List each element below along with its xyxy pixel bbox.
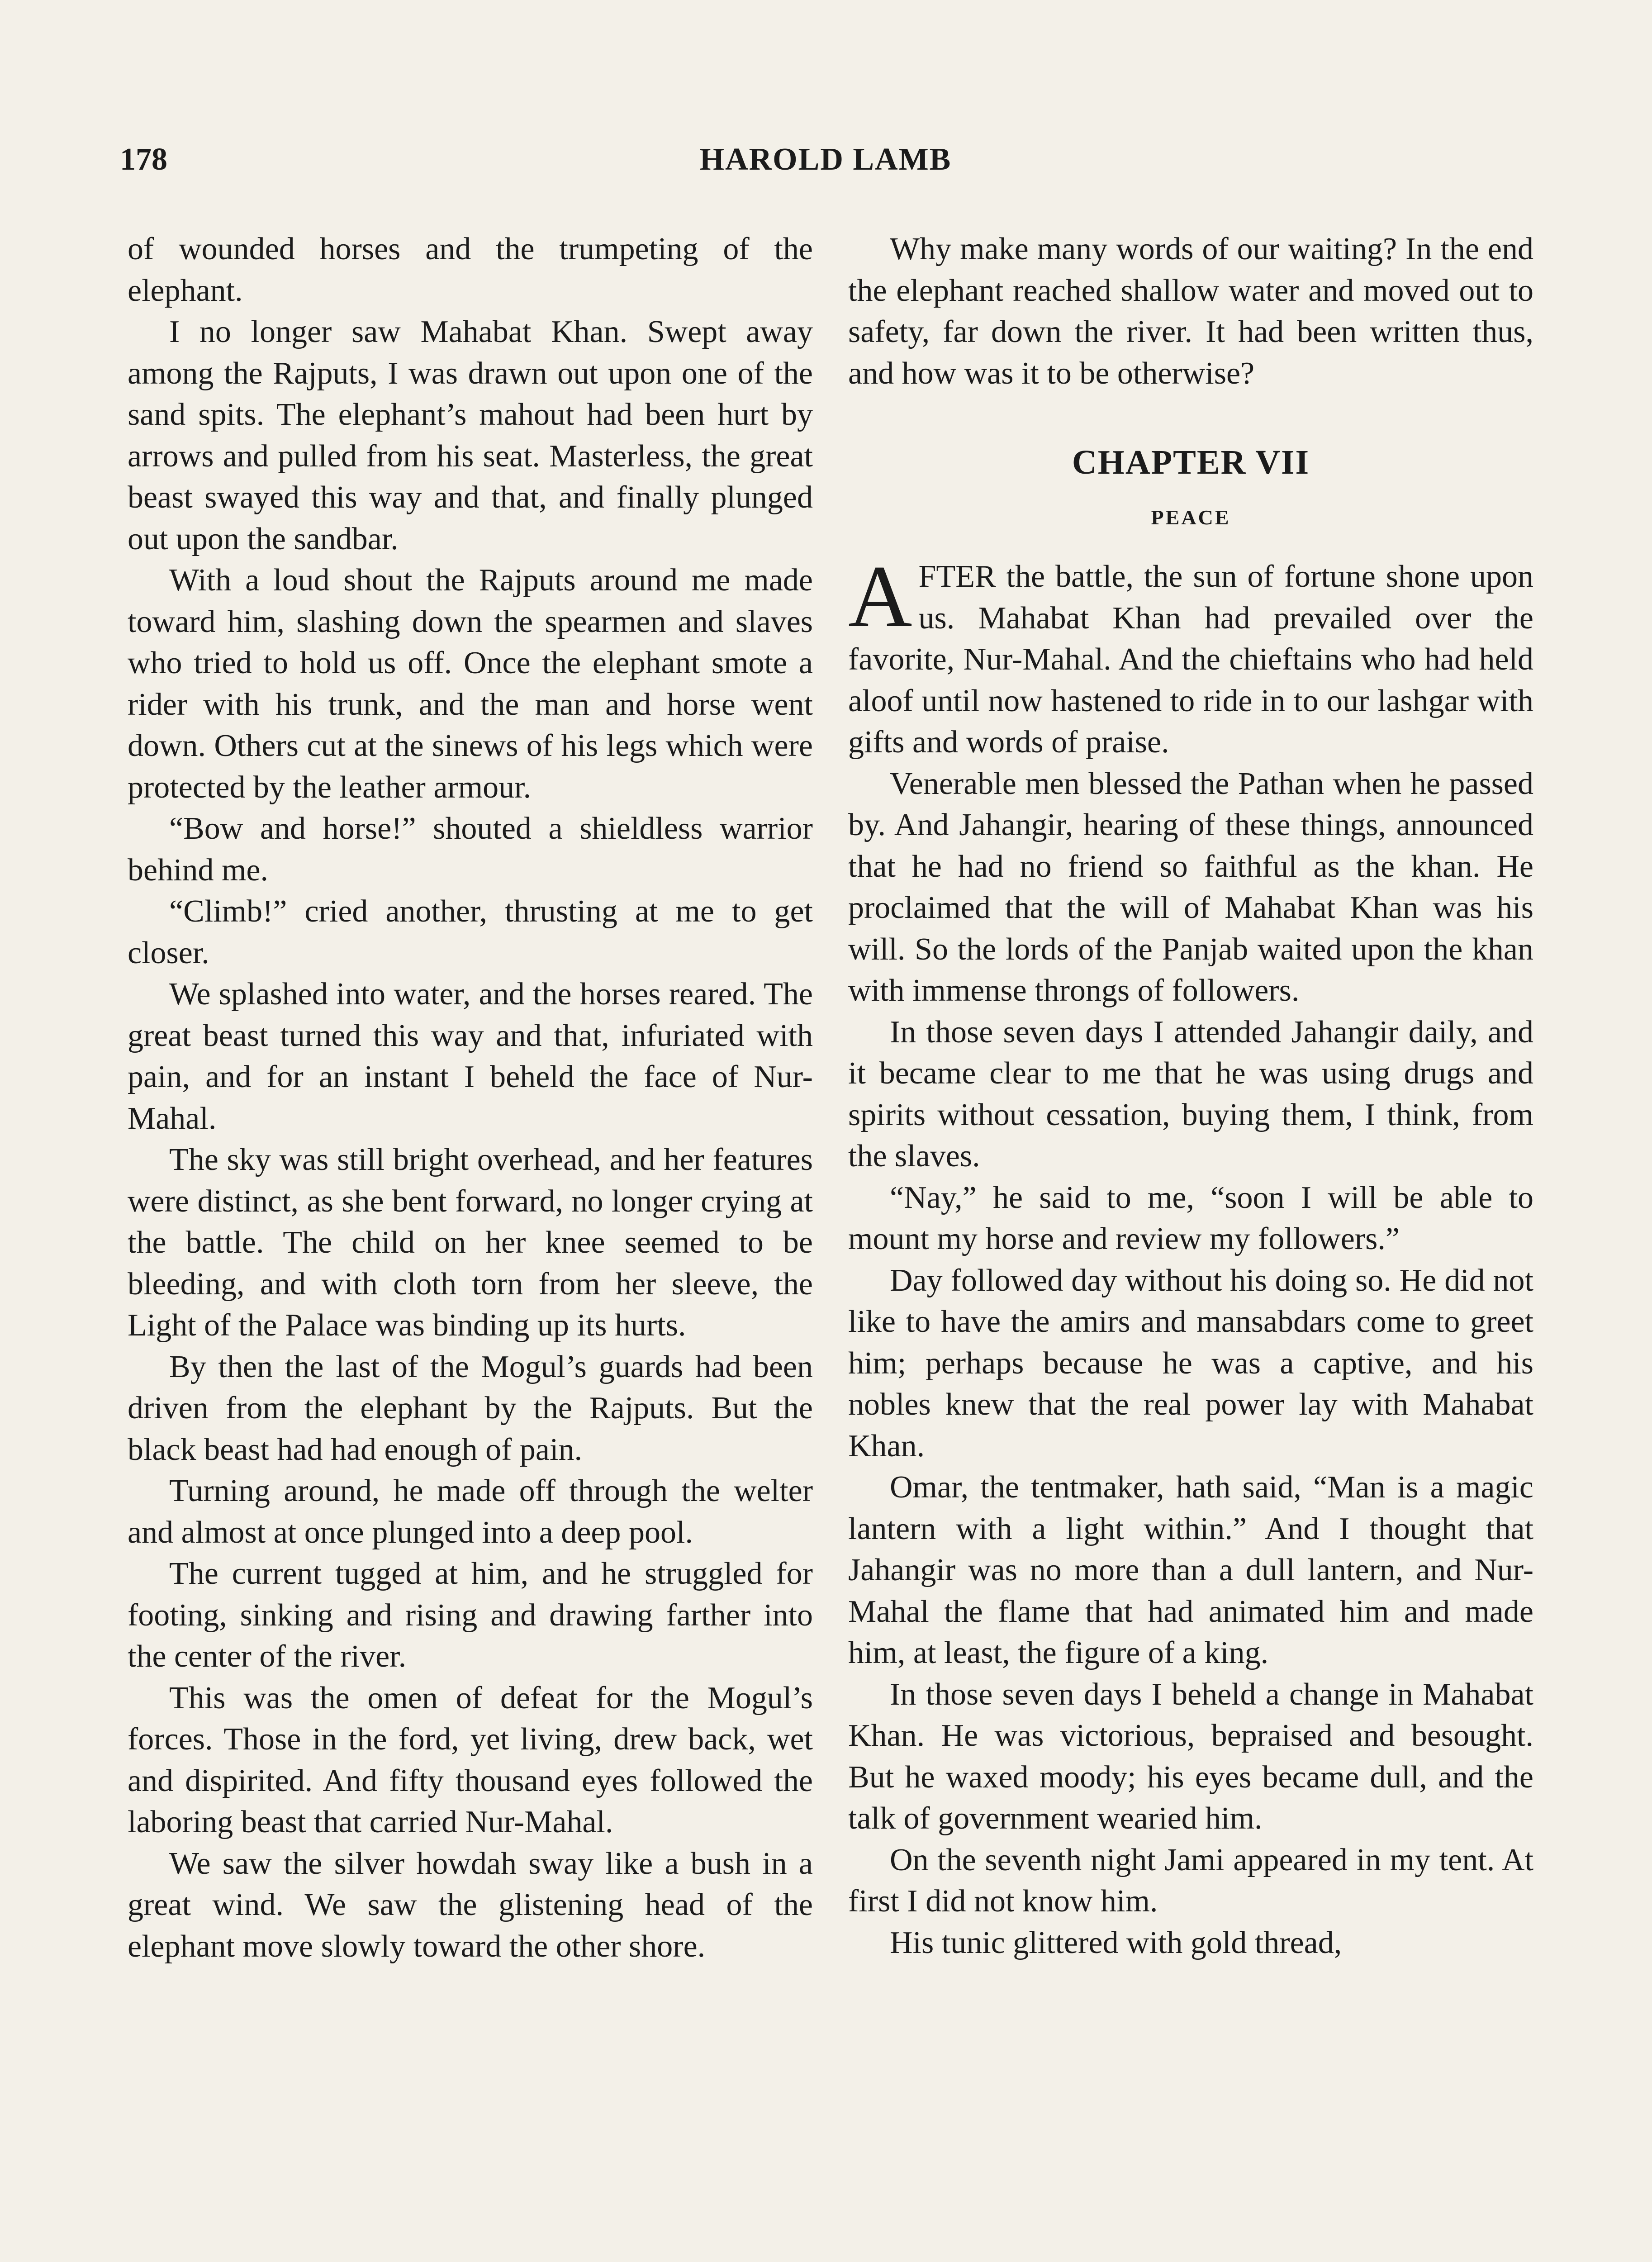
paragraph: Why make many words of our waiting? In the end the elephant reached shallow water and moved out to safety, far down the river. It had been written thus, and how was it to be otherwise? — [848, 232, 1533, 391]
paragraph: Turning around, he made off through the welter and almost at once plunged into a deep pool. — [128, 1473, 813, 1550]
paragraph: On the seventh night Jami appeared in my tent. At first I did not know him. — [848, 1842, 1533, 1919]
paragraph: “Nay,” he said to me, “soon I will be able to mount my horse and review my followers.” — [848, 1180, 1533, 1256]
paragraph: By then the last of the Mogul’s guards had been driven from the elephant by the Rajputs. But the black beast had had enough of pain. — [128, 1349, 813, 1467]
paragraph: Day followed day without his doing so. He did not like to have the amirs and mansabdars come to greet him; perhaps because he was a captive, and his nobles knew that the real power lay with Mahabat Khan. — [848, 1263, 1533, 1464]
running-head: HAROLD LAMB — [699, 142, 952, 177]
paragraph: In those seven days I attended Jahangir daily, and it became clear to me that he was using drugs and spirits without cessation, buying them, I think, from the slaves. — [848, 1014, 1533, 1174]
paragraph: “Bow and horse!” shouted a shieldless warrior behind me. — [128, 811, 813, 888]
page-header — [120, 135, 1531, 185]
paragraph: This was the omen of defeat for the Mogul’s forces. Those in the ford, yet living, drew back, wet and dispirited. And fifty thousand eyes followed the laboring beast that carried Nur-Mahal. — [128, 1680, 813, 1839]
paragraph: Venerable men blessed the Pathan when he passed by. And Jahangir, hearing of these things, announced that he had no friend so faithful as the khan. He proclaimed that the will of Mahabat Khan was his will. So the lords of the Panjab waited upon the khan with immense throngs of followers. — [848, 766, 1533, 1008]
drop-cap: A — [848, 547, 912, 646]
paragraph: I no longer saw Mahabat Khan. Swept away among the Rajputs, I was drawn out upon one of the sand spits. The elephant’s mahout had been hurt by arrows and pulled from his seat. Masterless, the great beast swayed this way and that, and finally plunged out upon the sandbar. — [128, 314, 813, 556]
paragraph: With a loud shout the Rajputs around me made toward him, slashing down the spearmen and slaves who tried to hold us off. Once the elephant smote a rider with his trunk, and the man and horse went down. Others cut at the sinews of his legs which were protected by the leather armour. — [128, 563, 813, 805]
paragraph: of wounded horses and the trumpeting of the elephant. — [128, 232, 813, 308]
paragraph: His tunic glittered with gold thread, — [890, 1925, 1342, 1960]
paragraph: We saw the silver howdah sway like a bush in a great wind. We saw the glistening head of the elephant move slowly toward the other shore. — [128, 1846, 813, 1964]
chapter-title: CHAPTER VII — [1072, 443, 1310, 481]
chapter-opening-paragraph — [848, 547, 1533, 763]
paragraph: “Climb!” cried another, thrusting at me to get closer. — [128, 894, 813, 970]
left-column — [128, 228, 813, 2262]
chapter-subtitle: PEACE — [1151, 506, 1231, 529]
paragraph: In those seven days I beheld a change in Mahabat Khan. He was victorious, bepraised and besought. But he waxed moody; his eyes became dull, and the talk of government wearied him. — [848, 1677, 1533, 1836]
paragraph: We splashed into water, and the horses reared. The great beast turned this way and that, infuriated with pain, and for an instant I beheld the face of Nur-Mahal. — [128, 977, 813, 1136]
opening-text: FTER the battle, the sun of fortune shone upon us. Mahabat Khan had prevailed over the favorite, Nur-Mahal. And the chieftains who had held aloof until now hastened to ride in to our lashgar with gifts and words of praise. — [848, 559, 1533, 760]
paragraph: The current tugged at him, and he struggled for footing, sinking and rising and drawing farther into the center of the river. — [128, 1556, 813, 1674]
page-number: 178 — [120, 142, 167, 177]
paragraph: Omar, the tentmaker, hath said, “Man is a magic lantern with a light within.” And I thought that Jahangir was no more than a dull lantern, and Nur-Mahal the flame that had animated him and made him, at least, the figure of a king. — [848, 1470, 1533, 1670]
paragraph: The sky was still bright overhead, and her features were distinct, as she bent forward, no longer crying at the battle. The child on her knee seemed to be bleeding, and with cloth torn from her sleeve, the Light of the Palace was binding up its hurts. — [128, 1142, 813, 1343]
right-column — [848, 228, 1533, 2262]
